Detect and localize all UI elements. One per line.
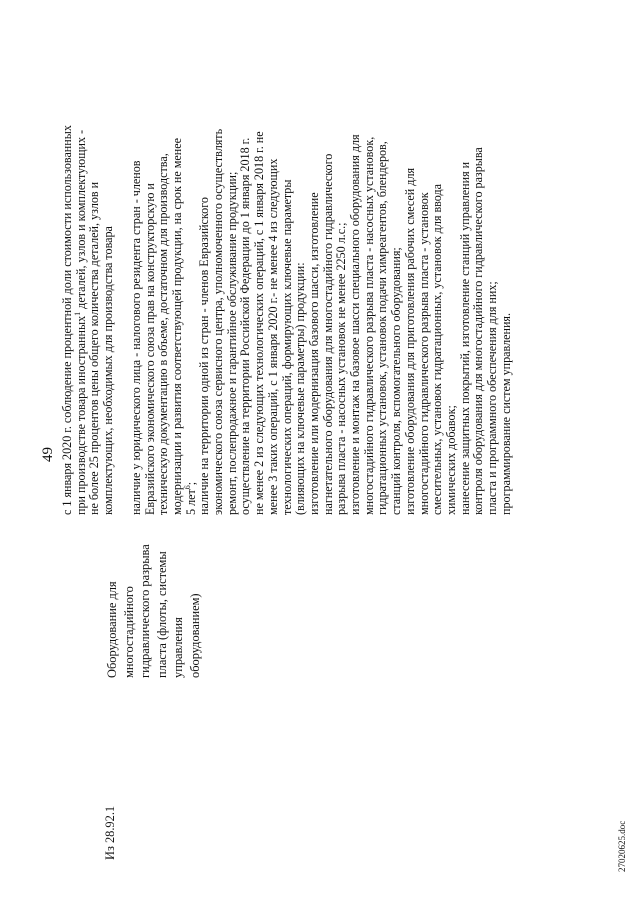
text-line: наличие у юридического лица - налогового резидента стран - членов <box>128 160 143 515</box>
text-line: комплектующих, необходимых для производства товара <box>101 226 116 515</box>
text-line: с 1 января 2020 г. соблюдение процентной доли стоимости использованных <box>60 125 74 515</box>
text-line: технологических операций, формирующих ключевые параметры <box>279 179 294 515</box>
text-line: 5 лет$^6$; <box>182 481 198 515</box>
text-line: разрыва пласта - насосных установок не менее 2250 л.с.; <box>334 222 349 515</box>
text-line: многостадийного гидравлического разрыва пласта - установок <box>416 192 431 515</box>
text-line: изготовление и монтаж на базовое шасси специального оборудования для <box>348 134 363 515</box>
text-line: контроля оборудования для многостадийного гидравлического разрыва <box>471 147 486 515</box>
page-number: 49 <box>40 447 56 462</box>
text-line: экономического союза сервисного центра, уполномоченного осуществлять <box>211 128 226 515</box>
text-line: при производстве товара иностранных$^1$ деталей, узлов и комплектующих - <box>72 129 88 515</box>
text-line: многостадийного гидравлического разрыва пласта - насосных установок, <box>361 136 376 515</box>
text-line: нагнетательного оборудования для многостадийного гидравлического <box>320 153 335 515</box>
requirements-list <box>130 15 514 515</box>
footnote-marker: 6 <box>182 485 192 490</box>
text-line: модернизации и развития соответствующей продукции, на срок не менее <box>169 138 184 515</box>
text-line: Евразийского экономического союза прав на конструкторскую и <box>142 183 157 515</box>
text-line: станций контроля, вспомогательного оборудования; <box>389 247 404 515</box>
requirements-column <box>61 15 514 515</box>
footer-filename: 27020625.doc <box>617 820 627 872</box>
okpd2-code: Из 28.92.1 <box>103 805 117 860</box>
text-line: изготовление или модернизация базового шасси, изготовление <box>306 192 321 515</box>
footnote-marker: 1 <box>72 311 82 316</box>
previous-row-tail <box>61 15 116 515</box>
text-line: изготовление оборудования для приготовления рабочих смесей для <box>402 167 417 515</box>
text-line: наличие на территории одной из стран - членов Евразийского <box>197 197 212 515</box>
text-line: менее 3 таких операций, с 1 января 2020 г.- не менее 4 из следующих <box>265 158 280 515</box>
text-line: смесительных, установок гидратационных, установок для ввода <box>430 183 445 515</box>
text-line: техническую документацию в объеме, достаточном для производства, <box>156 153 171 515</box>
text-line: программирование систем управления. <box>498 312 513 515</box>
text-line: химических добавок; <box>443 405 458 515</box>
text-line: не более 25 процентов цены общего количества деталей, узлов и <box>87 181 102 515</box>
text-line: (влияющих на ключевые параметры) продукции: <box>293 262 308 515</box>
text-line: гидратационных установок, установок подачи химреагентов, блендеров, <box>375 141 390 515</box>
text-line: пласта и программного обеспечения для них; <box>485 281 500 515</box>
text-line: нанесение защитных покрытий, изготовление станций управления и <box>457 161 472 515</box>
text-line: осуществление на территории Российской Федерации до 1 января 2018 г. <box>238 137 253 515</box>
product-name: Оборудование для многостадийного гидравлического разрыва пласта (флоты, системы управления оборудованием) <box>105 544 202 678</box>
text-line: не менее 2 из следующих технологических операций, с 1 января 2018 г. не <box>252 131 267 515</box>
text-line: ремонт, послепродажное и гарантийное обслуживание продукции; <box>224 171 239 515</box>
